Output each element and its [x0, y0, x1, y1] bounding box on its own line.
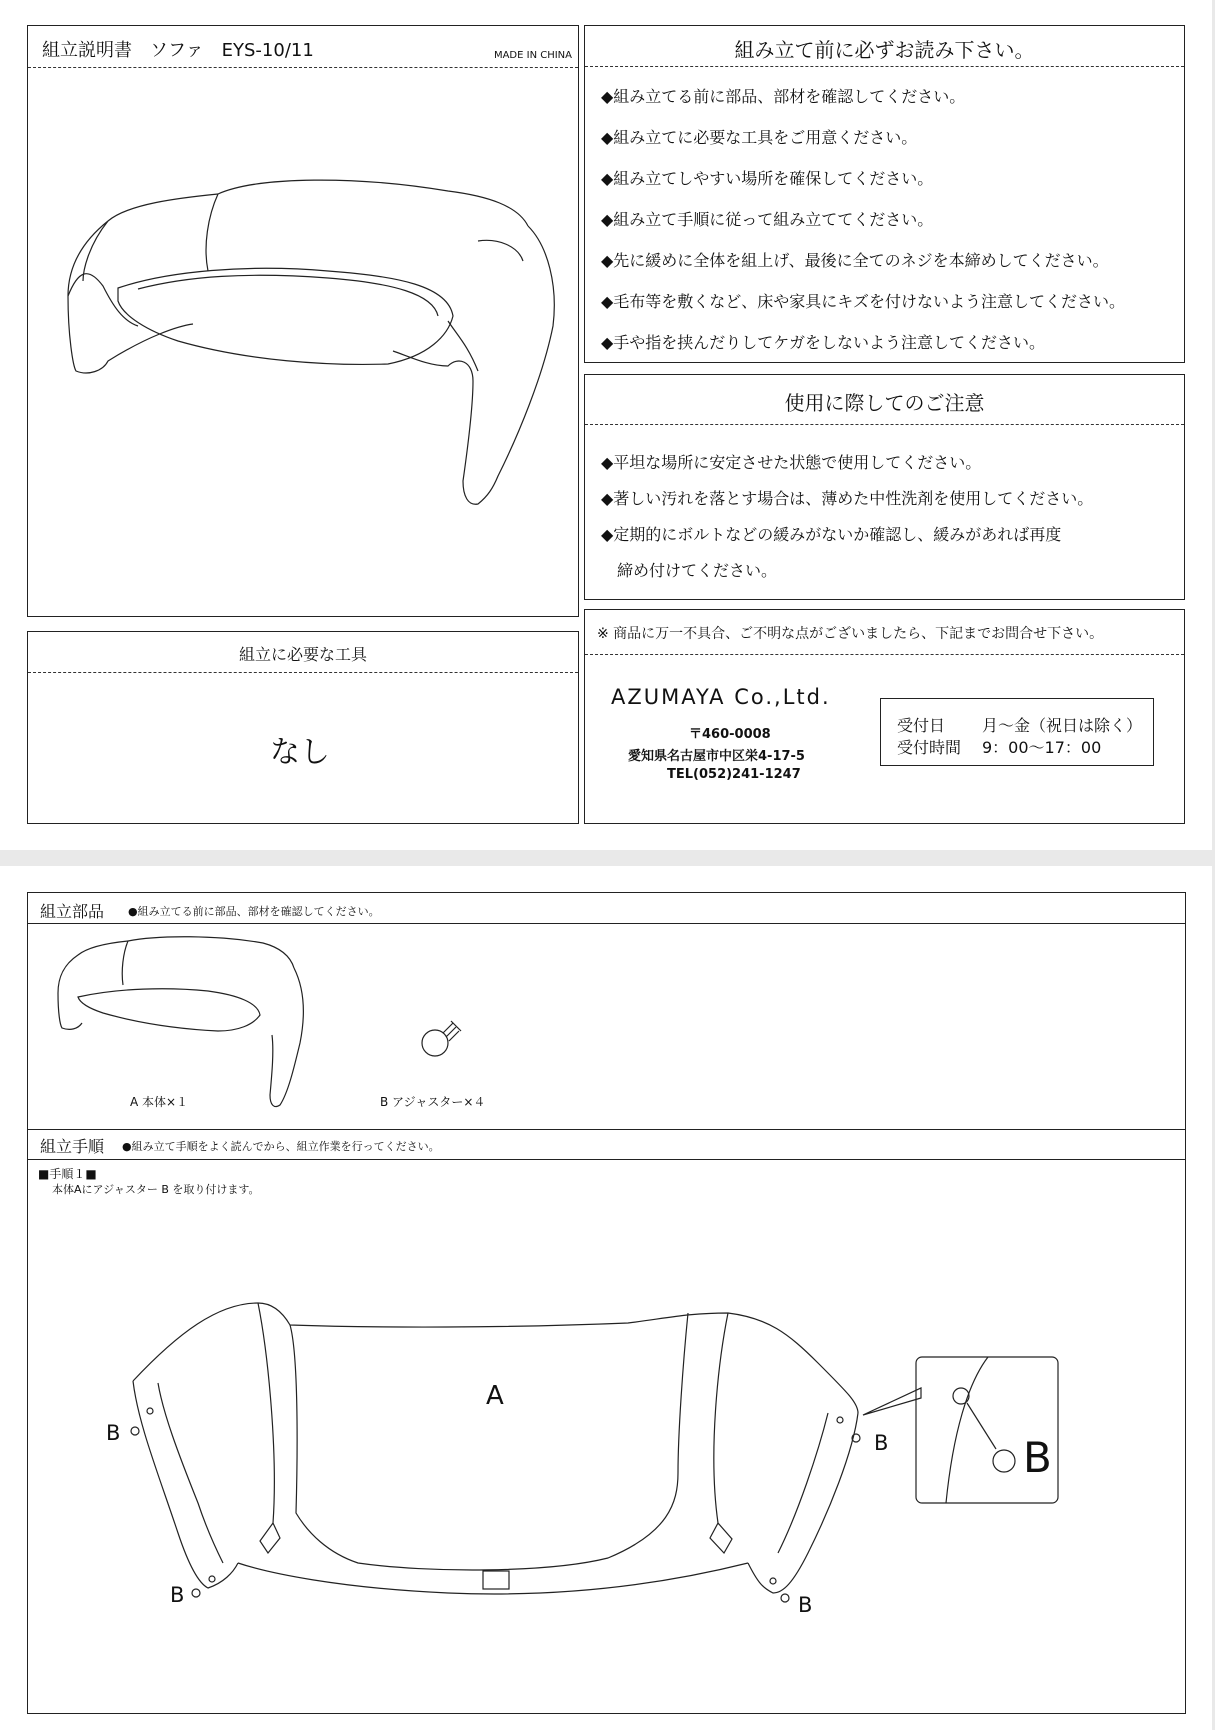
company-address: 愛知県名古屋市中区栄4-17-5 [628, 749, 805, 764]
tools-box [27, 631, 579, 824]
note-item: ◆組み立てしやすい場所を確保してください。 [601, 169, 934, 188]
note-item: ◆毛布等を敷くなど、床や家具にキズを付けないよう注意してください。 [601, 292, 1125, 311]
parts-heading: 組立部品 [40, 902, 105, 921]
part-a-label: A 本体×１ [130, 1095, 189, 1109]
note-item: ◆組み立てる前に部品、部材を確認してください。 [601, 87, 966, 106]
sofa-illustration [28, 26, 580, 618]
note-item: 締め付けてください。 [601, 561, 778, 580]
reception-days-value: 月〜金（祝日は除く） [982, 716, 1143, 735]
company-tel: TEL(052)241-1247 [667, 767, 801, 782]
assembly-frame [27, 892, 1186, 1714]
body-label: A [486, 1381, 504, 1411]
note-item: ◆定期的にボルトなどの緩みがないか確認し、緩みがあれば再度 [601, 525, 1062, 544]
sofa-underside-illustration [28, 893, 1028, 1293]
step-text: 本体Aにアジャスター B を取り付けます。 [52, 1183, 260, 1196]
note-item: ◆先に緩めに全体を組上げ、最後に全てのネジを本締めしてください。 [601, 251, 1109, 270]
adjuster-label: B [170, 1583, 185, 1607]
contact-box [584, 609, 1185, 824]
note-item: ◆平坦な場所に安定させた状態で使用してください。 [601, 453, 982, 472]
note-item: ◆著しい汚れを落とす場合は、薄めた中性洗剤を使用してください。 [601, 489, 1094, 508]
before-assembly-box [584, 25, 1185, 363]
contact-notice: ※ 商品に万一不具合、ご不明な点がございましたら、下記までお問合せ下さい。 [597, 626, 1104, 642]
postal-code: 〒460-0008 [689, 727, 771, 742]
product-box [27, 25, 579, 617]
instruction-sheet-page-2 [0, 866, 1212, 1730]
procedure-note: ●組み立て手順をよく読んでから、組立作業を行ってください。 [122, 1140, 440, 1153]
parts-note: ●組み立てる前に部品、部材を確認してください。 [128, 905, 380, 918]
adjuster-detail-label: B [1023, 1433, 1052, 1482]
made-in-label: MADE IN CHINA [493, 50, 572, 61]
note-item: ◆組み立てに必要な工具をご用意ください。 [601, 128, 918, 147]
adjuster-label: B [106, 1421, 121, 1445]
note-item: ◆組み立て手順に従って組み立ててください。 [601, 210, 934, 229]
note-item: ◆手や指を挟んだりしてケガをしないよう注意してください。 [601, 333, 1045, 352]
adjuster-label: B [798, 1593, 813, 1617]
procedure-heading: 組立手順 [40, 1137, 105, 1156]
document-title: 組立説明書 ソファ EYS-10/11 [42, 40, 314, 61]
before-assembly-heading: 組み立て前に必ずお読み下さい。 [734, 38, 1035, 62]
tools-heading: 組立に必要な工具 [238, 645, 367, 664]
usage-notes-box [584, 374, 1185, 600]
usage-notes-heading: 使用に際してのご注意 [784, 391, 985, 415]
reception-time-value: 9：00〜17：00 [982, 738, 1102, 757]
reception-days-label: 受付日 [897, 716, 946, 735]
part-b-label: B アジャスター×４ [380, 1095, 486, 1109]
tools-value: なし [270, 735, 330, 770]
reception-time-label: 受付時間 [897, 738, 962, 757]
step-title: ■手順１■ [38, 1167, 97, 1181]
company-name: AZUMAYA Co.,Ltd. [611, 685, 831, 709]
reception-hours-box [880, 698, 1154, 766]
adjuster-label: B [874, 1431, 889, 1455]
instruction-sheet-page-1 [0, 0, 1212, 850]
